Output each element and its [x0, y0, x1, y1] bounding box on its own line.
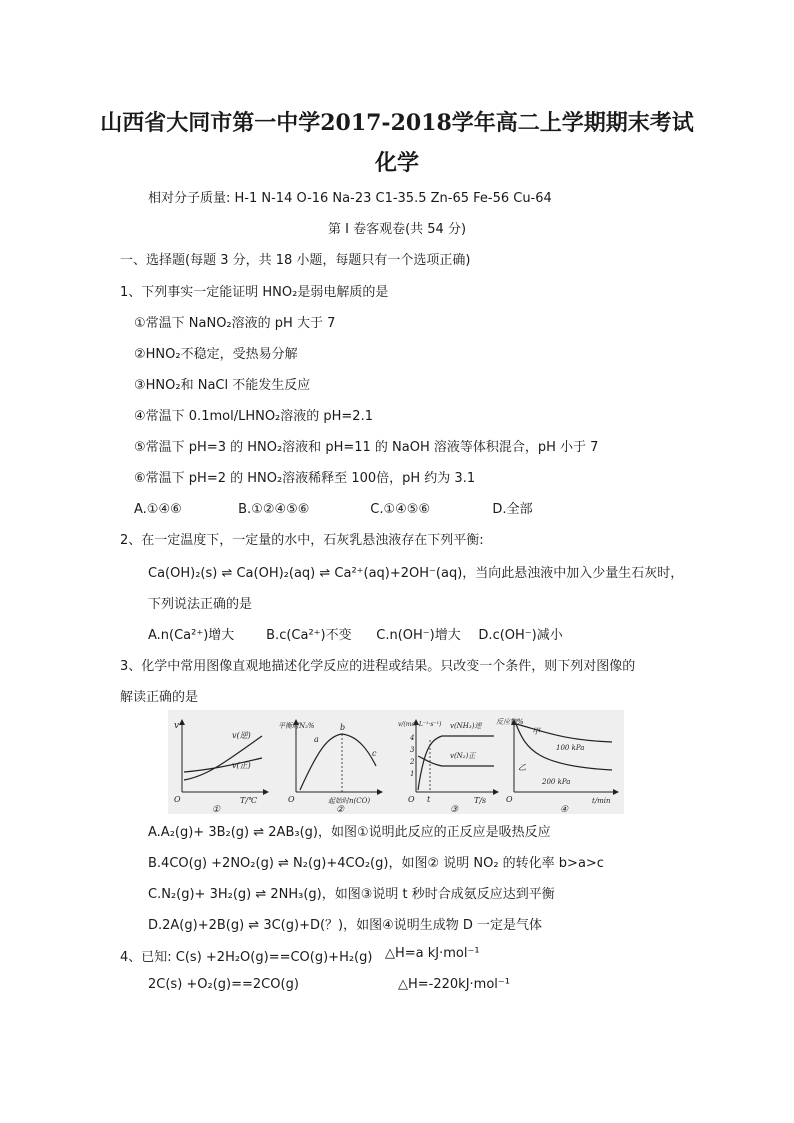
g2-number: ② [336, 805, 345, 814]
q2-option-b[interactable]: B.c(Ca²⁺)不变 [266, 628, 352, 643]
g2-origin: O [288, 795, 295, 804]
g3-x-label: T/s [474, 796, 487, 805]
q3-option-d[interactable]: D.2A(g)+2B(g) ⇌ 3C(g)+D(？)，如图④说明生成物 D 一定是气体 [148, 918, 543, 933]
q3-figure [168, 710, 624, 814]
g3-number: ③ [450, 805, 459, 814]
g2-x-label: 起始时n(CO) [328, 797, 371, 805]
g3-origin: O [408, 795, 415, 804]
g4-pressure-2: 200 kPa [542, 778, 571, 786]
q2-option-d[interactable]: D.c(OH⁻)减小 [478, 628, 563, 643]
q4-equation-1: 4、已知: C(s) +2H₂O(g)==CO(g)+H₂(g) [120, 950, 373, 965]
q1-item: ⑥常温下 pH=2 的 HNO₂溶液稀释至 100倍，pH 约为 3.1 [134, 471, 476, 486]
graph-4 [496, 718, 618, 814]
g4-origin: O [506, 795, 513, 804]
q1-item: ③HNO₂和 NaCl 不能发生反应 [134, 378, 311, 393]
g1-x-label: T/℃ [240, 796, 257, 805]
g4-jia-label: 甲 [532, 727, 540, 736]
q4-enthalpy-2: △H=-220kJ·mol⁻¹ [398, 977, 510, 992]
g4-number: ④ [560, 805, 569, 814]
q3-option-c[interactable]: C.N₂(g)+ 3H₂(g) ⇌ 2NH₃(g)，如图③说明 t 秒时合成氨反应达到平衡 [148, 887, 555, 902]
part-heading: 一、选择题(每题 3 分，共 18 小题，每题只有一个选项正确) [120, 253, 471, 268]
q2-stem: 2、在一定温度下，一定量的水中，石灰乳悬浊液存在下列平衡: [120, 533, 484, 548]
g4-y-label: 反应物% [496, 718, 524, 726]
q1-item: ①常温下 NaNO₂溶液的 pH 大于 7 [134, 316, 336, 331]
q2-option-c[interactable]: C.n(OH⁻)增大 [376, 628, 461, 643]
q3-graphs-svg [168, 710, 624, 814]
q1-option-b[interactable]: B.①②④⑤⑥ [238, 502, 310, 517]
g4-yi-label: 乙 [518, 763, 526, 772]
q4-equation-2: 2C(s) +O₂(g)==2CO(g) [148, 977, 299, 992]
g3-curve1-label: v(NH₃)逆 [450, 722, 482, 730]
q3-stem: 3、化学中常用图像直观地描述化学反应的进程或结果。只改变一个条件，则下列对图像的 [120, 659, 636, 674]
g2-y-label: 平衡时N₂% [278, 722, 315, 730]
g4-curve-jia [516, 724, 612, 742]
g3-curve2-label: v(N₂)正 [450, 752, 476, 760]
q2-equation: Ca(OH)₂(s) ⇌ Ca(OH)₂(aq) ⇌ Ca²⁺(aq)+2OH⁻(aq)，当向此悬浊液中加入少量生石灰时， [148, 566, 684, 581]
g1-curve-reverse [184, 736, 262, 780]
g2-curve [300, 734, 376, 790]
q3-option-b[interactable]: B.4CO(g) +2NO₂(g) ⇌ N₂(g)+4CO₂(g)，如图② 说明 NO₂ 的转化率 b>a>c [148, 856, 604, 871]
q2-options [148, 624, 563, 643]
q3-stem-cont: 解读正确的是 [120, 690, 199, 705]
g3-curve-nh3 [418, 736, 494, 790]
g1-curve2-label: v(正) [232, 761, 251, 770]
g2-point-a: a [314, 735, 319, 744]
q1-options [134, 498, 533, 517]
g3-tick: 4 [410, 734, 415, 742]
g2-point-b: b [340, 723, 346, 732]
g1-origin: O [174, 795, 181, 804]
q4-enthalpy-1: △H=a kJ·mol⁻¹ [385, 946, 480, 961]
q2-option-a[interactable]: A.n(Ca²⁺)增大 [148, 628, 235, 643]
exam-title: 山西省大同市第一中学2017-2018学年高二上学期期末考试 [100, 110, 694, 136]
q1-option-a[interactable]: A.①④⑥ [134, 502, 182, 517]
q1-option-c[interactable]: C.①④⑤⑥ [370, 502, 431, 517]
g3-tick: 2 [410, 758, 415, 766]
q1-option-d[interactable]: D.全部 [492, 502, 533, 517]
atomic-masses: 相对分子质量: H-1 N-14 O-16 Na-23 C1-35.5 Zn-65 Fe-56 Cu-64 [148, 191, 552, 206]
g4-x-label: t/min [592, 797, 611, 805]
g3-y-label: v/(mol·L⁻¹·s⁻¹) [398, 721, 442, 728]
g3-tick: 1 [410, 770, 415, 778]
q1-stem: 1、下列事实一定能证明 HNO₂是弱电解质的是 [120, 285, 389, 300]
g2-point-c: c [372, 749, 377, 758]
section-heading: 第 I 卷客观卷(共 54 分) [327, 222, 467, 237]
q1-item: ②HNO₂不稳定，受热易分解 [134, 347, 298, 362]
g4-pressure-1: 100 kPa [556, 744, 585, 752]
g1-curve1-label: v(逆) [232, 731, 251, 740]
g3-t-mark: t [427, 795, 431, 804]
g1-number: ① [212, 805, 221, 814]
q3-option-a[interactable]: A.A₂(g)+ 3B₂(g) ⇌ 2AB₃(g)，如图①说明此反应的正反应是吸热反应 [148, 825, 551, 840]
g3-tick: 3 [410, 746, 415, 754]
subject-title: 化学 [374, 150, 419, 176]
graph-2 [278, 720, 382, 814]
g1-y-label: v [174, 721, 180, 731]
q2-cont: 下列说法正确的是 [148, 597, 253, 612]
graph-1 [174, 720, 268, 814]
q1-item: ④常温下 0.1mol/LHNO₂溶液的 pH=2.1 [134, 409, 373, 424]
graph-3 [398, 720, 498, 814]
q1-item: ⑤常温下 pH=3 的 HNO₂溶液和 pH=11 的 NaOH 溶液等体积混合，pH 小于 7 [134, 440, 599, 455]
